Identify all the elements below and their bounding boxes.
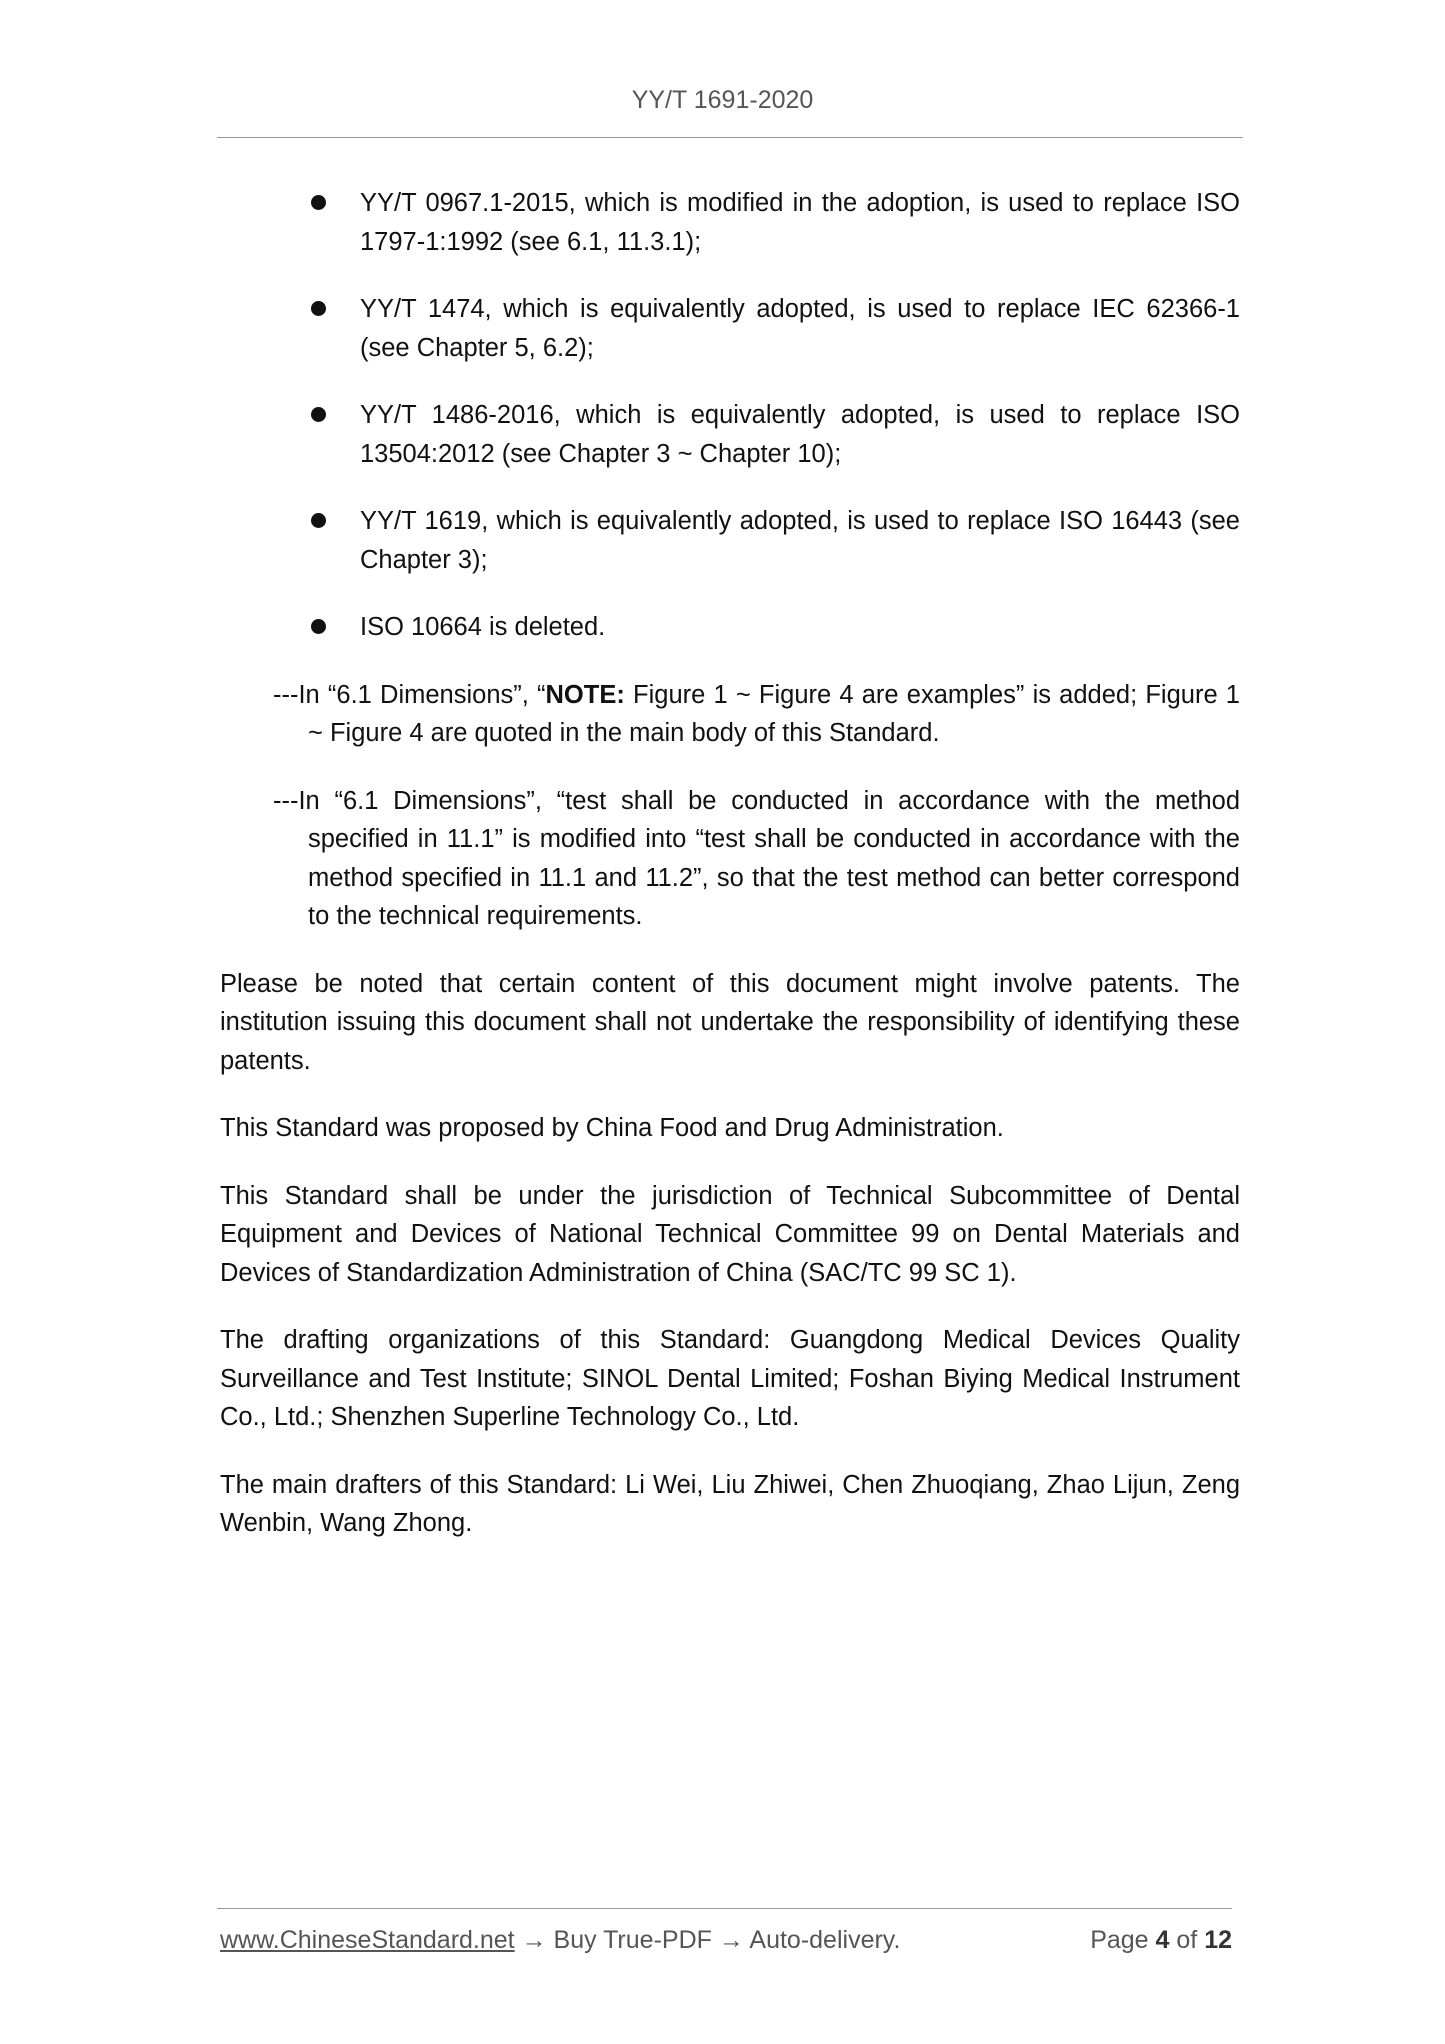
jurisdiction-paragraph: This Standard shall be under the jurisdiction of Technical Subcommittee of Dental Equipment and Devices of National Technical Committee 99 on Dental Materials and Devices of Standardization Administration of China (SAC/TC 99 SC 1).	[220, 1181, 1240, 1287]
page-number	[1090, 1926, 1232, 1955]
drafting-organizations-paragraph: The drafting organizations of this Standard: Guangdong Medical Devices Quality Surveillance and Test Institute; SINOL Dental Limited; Foshan Biying Medical Instrument Co., Ltd.; Shenzhen Superline Technology Co., Ltd.	[220, 1326, 1240, 1431]
list-item-text: YY/T 1486-2016, which is equivalently adopted, is used to replace ISO 13504:2012 (see Chapter 3 ~ Chapter 10);	[360, 401, 1240, 468]
page-total: 12	[1204, 1926, 1232, 1954]
proposed-paragraph: This Standard was proposed by China Food and Drug Administration.	[220, 1114, 1004, 1142]
bullet-icon	[311, 195, 326, 210]
footer-tagline: → Buy True-PDF → Auto-delivery.	[514, 1926, 901, 1954]
document-body	[220, 184, 1240, 1572]
patents-paragraph: Please be noted that certain content of this document might involve patents. The institution issuing this document shall not undertake the responsibility of identifying these patents.	[220, 969, 1240, 1075]
bullet-icon	[311, 513, 326, 528]
page-of-label: of	[1169, 1926, 1205, 1954]
replacement-list	[220, 184, 1240, 647]
list-item	[220, 608, 1240, 647]
list-item-text: ISO 10664 is deleted.	[360, 613, 606, 641]
page-footer	[220, 1926, 1232, 1955]
bullet-icon	[311, 301, 326, 316]
change-item-suffix: Figure 1 ~ Figure 4 are examples” is added; Figure 1 ~ Figure 4 are quoted in the main body of this Standard.	[308, 680, 1240, 747]
drafters-paragraph: The main drafters of this Standard: Li Wei, Liu Zhiwei, Chen Zhuoqiang, Zhao Lijun, Zeng Wenbin, Wang Zhong.	[220, 1470, 1240, 1537]
page-current: 4	[1155, 1926, 1170, 1954]
note-label: NOTE:	[545, 680, 625, 709]
website-link[interactable]: www.ChineseStandard.net	[220, 1926, 515, 1954]
footer-divider	[217, 1908, 1232, 1909]
list-item	[220, 396, 1240, 473]
change-item-note-added	[220, 676, 1240, 753]
list-item-text: YY/T 1619, which is equivalently adopted, is used to replace ISO 16443 (see Chapter 3);	[360, 507, 1240, 574]
bullet-icon	[311, 619, 326, 634]
list-item-text: YY/T 0967.1-2015, which is modified in the adoption, is used to replace ISO 1797-1:1992 (see 6.1, 11.3.1);	[360, 189, 1240, 256]
change-item-prefix: ---In “6.1 Dimensions”, “	[273, 680, 546, 709]
header-divider	[217, 137, 1243, 138]
list-item	[220, 184, 1240, 261]
list-item	[220, 290, 1240, 367]
bullet-icon	[311, 407, 326, 422]
list-item-text: YY/T 1474, which is equivalently adopted, is used to replace IEC 62366-1 (see Chapter 5, 6.2);	[360, 295, 1240, 362]
running-header-title: YY/T 1691-2020	[631, 86, 814, 114]
page-label: Page	[1090, 1926, 1156, 1954]
list-item	[220, 502, 1240, 579]
change-item-test-method: ---In “6.1 Dimensions”, “test shall be conducted in accordance with the method specified in 11.1” is modified into “test shall be conducted in accordance with the method specified in 11.1 and 11.2”, so that the test method can better correspond to the technical requirements.	[273, 786, 1240, 930]
